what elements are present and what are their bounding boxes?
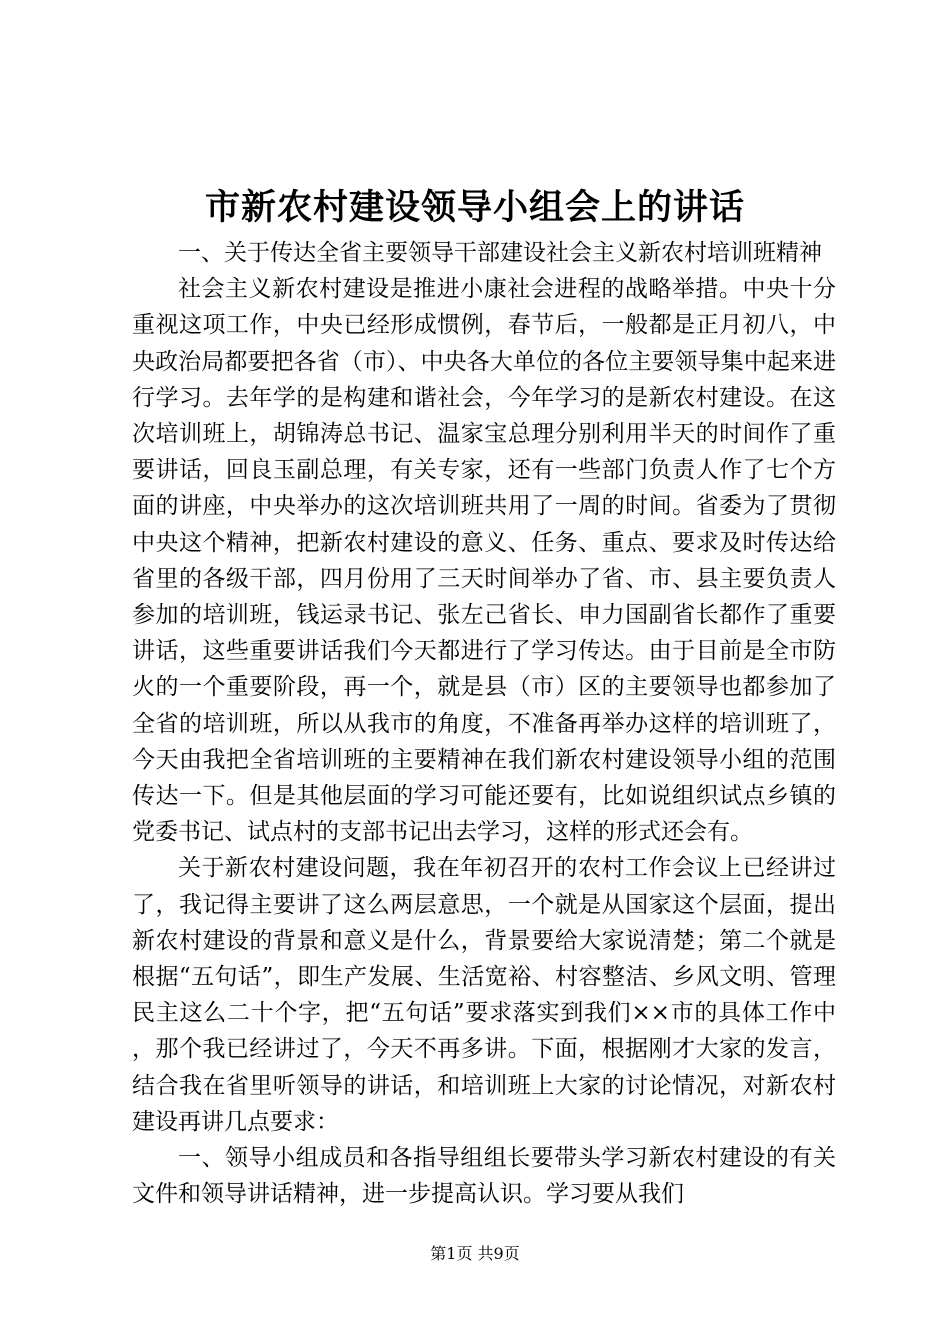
paragraph: 一、领导小组成员和各指导组组长要带头学习新农村建设的有关文件和领导讲话精神，进一步提高认识。学习要从我们 bbox=[132, 1145, 836, 1208]
paragraph: 社会主义新农村建设是推进小康社会进程的战略举措。中央十分重视这项工作，中央已经形成惯例，春节后，一般都是正月初八，中央政治局都要把各省（市）、中央各大单位的各位主要领导集中起来进行学习。去年学的是构建和谐社会，今年学习的是新农村建设。在这次培训班上，胡锦涛总书记、温家宝总理分别利用半天的时间作了重要讲话，回良玉副总理，有关专家，还有一些部门负责人作了七个方面的讲座，中央举办的这次培训班共用了一周的时间。省委为了贯彻中央这个精神，把新农村建设的意义、任务、重点、要求及时传达给省里的各级干部，四月份用了三天时间举办了省、市、县主要负责人参加的培训班，钱运录书记、张左己省长、申力国副省长都作了重要讲话，这些重要讲话我们今天都进行了学习传达。由于目前是全市防火的一个重要阶段，再一个，就是县（市）区的主要领导也都参加了全省的培训班，所以从我市的角度，不准备再举办这样的培训班了，今天由我把全省培训班的主要精神在我们新农村建设领导小组的范围传达一下。但是其他层面的学习可能还要有，比如说组织试点乡镇的党委书记、试点村的支部书记出去学习，这样的形式还会有。 bbox=[132, 276, 836, 846]
document-body bbox=[132, 235, 836, 1212]
paragraph: 关于新农村建设问题，我在年初召开的农村工作会议上已经讲过了，我记得主要讲了这么两层意思，一个就是从国家这个层面，提出新农村建设的背景和意义是什么，背景要给大家说清楚；第二个就是根据“五句话”，即生产发展、生活宽裕、村容整洁、乡风文明、管理民主这么二十个字，把“五句话”要求落实到我们××市的具体工作中，那个我已经讲过了，今天不再多讲。下面，根据刚才大家的发言，结合我在省里听领导的讲话，和培训班上大家的讨论情况，对新农村建设再讲几点要求： bbox=[132, 855, 836, 1135]
paragraph-section-heading: 一、关于传达全省主要领导干部建设社会主义新农村培训班精神 bbox=[178, 240, 822, 266]
document-title: 市新农村建设领导小组会上的讲话 bbox=[204, 187, 745, 228]
page-number-footer: 第1页 共9页 bbox=[430, 1244, 520, 1263]
